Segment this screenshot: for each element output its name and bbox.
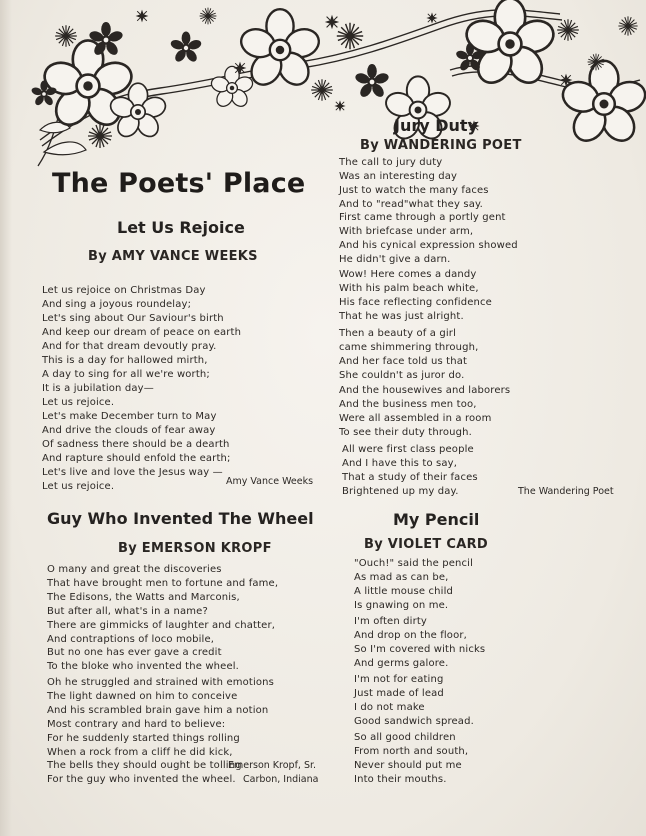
poem-title: My Pencil [393, 510, 480, 529]
poem-byline: By VIOLET CARD [364, 537, 489, 552]
poem-line: The Edisons, the Watts and Marconis, [47, 591, 240, 603]
poem-line: But no one has ever gave a credit [47, 647, 222, 659]
poem-line: She couldn't as juror do. [339, 369, 465, 381]
poem-line: All were first class people [342, 444, 474, 455]
poem-signature: Emerson Kropf, Sr. [228, 760, 317, 771]
poem-line: And keep our dream of peace on earth [42, 326, 242, 338]
poem-line: The light dawned on him to conceive [47, 690, 238, 702]
poem-stanza [354, 731, 468, 787]
poem-line: And his scrambled brain gave him a notion [47, 704, 269, 716]
poem-stanza [42, 410, 231, 493]
poem-stanza [42, 354, 210, 410]
poem-line: There are gimmicks of laughter and chatter, [47, 619, 276, 631]
poem-line: That he was just alright. [339, 310, 464, 322]
poem-byline: By WANDERING POET [360, 138, 522, 153]
poem-line: And drop on the floor, [354, 629, 467, 641]
poem-stanza [354, 673, 474, 729]
poem-line: To the bloke who invented the wheel. [47, 661, 240, 673]
poem-line: And for that dream devoutly pray. [42, 340, 217, 352]
poem-line: Let us rejoice. [42, 480, 115, 492]
poem-stanza [339, 211, 518, 267]
poem-line: Oh he struggled and strained with emotions [47, 677, 275, 688]
poem-line: It is a jubilation day— [42, 382, 154, 394]
poem-line: He didn't give a darn. [339, 253, 451, 265]
poem-line: came shimmering through, [339, 341, 479, 353]
poem-line: I'm often dirty [354, 616, 427, 627]
poem-line: So I'm covered with nicks [354, 643, 486, 655]
poem-signature: The Wandering Poet [518, 486, 614, 497]
poem-line: But after all, what's in a name? [47, 605, 208, 617]
poem-line: And drive the clouds of fear away [42, 424, 216, 436]
poem-line: Brightened up my day. [342, 485, 459, 497]
poem-line: Never should put me [354, 759, 462, 771]
poem-line: With his palm beach white, [339, 282, 479, 294]
poem-line: Let us rejoice on Christmas Day [42, 285, 206, 296]
poem-line: Were all assembled in a room [339, 412, 492, 424]
poem-line: For he suddenly started things rolling [47, 732, 240, 744]
poem-line: Was an interesting day [339, 170, 458, 182]
poem-line: And contraptions of loco mobile, [47, 633, 215, 645]
poem-line: And to "read"what they say. [339, 198, 483, 210]
poem-line: Of sadness there should be a dearth [42, 438, 230, 450]
poem-stanza [47, 563, 278, 674]
poem-line: I'm not for eating [354, 674, 444, 685]
poem-line: And sing a joyous roundelay; [42, 298, 192, 310]
poem-line: Let's sing about Our Saviour's birth [42, 312, 224, 324]
poem-line: First came through a portly gent [339, 212, 506, 223]
poem-line: To see their duty through. [339, 426, 472, 438]
poem-line: And her face told us that [339, 355, 468, 367]
poem-line: And germs galore. [354, 657, 449, 669]
poem-line: Let's live and love the Jesus way — [42, 466, 223, 478]
page-title: The Poets' Place [52, 168, 306, 199]
floral-header-decoration [0, 0, 646, 180]
poem-line: For the guy who invented the wheel. [47, 774, 236, 786]
poem-stanza [354, 557, 473, 613]
poem-line: I do not make [354, 701, 425, 713]
poem-line: That have brought men to fortune and fame, [47, 577, 279, 589]
poem-title: Let Us Rejoice [117, 218, 245, 237]
poem-line: Let's make December turn to May [42, 411, 217, 422]
poem-line: This is a day for hallowed mirth, [42, 355, 208, 366]
poem-line: As mad as can be, [354, 571, 449, 583]
poem-line: The bells they should ought be tolling [47, 760, 242, 772]
poem-line: Most contrary and hard to believe: [47, 718, 226, 730]
poem-signature-location: Carbon, Indiana [243, 774, 319, 785]
poem-line: Wow! Here comes a dandy [339, 269, 477, 280]
poem-line: From north and south, [354, 745, 469, 757]
poem-line: When a rock from a cliff he did kick, [47, 746, 233, 758]
poem-signature: Amy Vance Weeks [226, 476, 314, 487]
poem-line: O many and great the discoveries [47, 564, 222, 575]
poem-line: And rapture should enfold the earth; [42, 452, 231, 464]
poem-line: His face reflecting confidence [339, 296, 492, 308]
poem-byline: By EMERSON KROPF [118, 541, 272, 556]
poem-stanza [354, 615, 485, 671]
poem-line: The call to jury duty [339, 157, 443, 168]
poem-line: That a study of their faces [342, 471, 478, 483]
poem-line: A little mouse child [354, 585, 454, 597]
poem-line: And the housewives and laborers [339, 385, 511, 396]
poem-byline: By AMY VANCE WEEKS [88, 249, 258, 264]
poem-line: With briefcase under arm, [339, 225, 474, 237]
poem-line: "Ouch!" said the pencil [354, 558, 474, 569]
poem-stanza [339, 384, 510, 440]
poem-line: Then a beauty of a girl [339, 328, 456, 339]
poem-line: So all good children [354, 732, 456, 743]
poem-line: Let us rejoice. [42, 396, 115, 408]
poem-line: Just to watch the many faces [339, 184, 489, 196]
poem-stanza [339, 268, 492, 324]
poem-line: And I have this to say, [342, 457, 458, 469]
poem-line: Just made of lead [354, 687, 444, 699]
poem-title: Jury Duty [394, 116, 478, 135]
poem-line: A day to sing for all we're worth; [42, 368, 210, 380]
poem-stanza [339, 327, 478, 383]
poem-stanza [342, 443, 478, 499]
poem-line: Is gnawing on me. [354, 599, 449, 611]
poem-line: And his cynical expression showed [339, 239, 518, 251]
poem-line: And the business men too, [339, 398, 477, 410]
poem-stanza [339, 156, 489, 212]
poem-title: Guy Who Invented The Wheel [47, 509, 314, 528]
poem-line: Into their mouths. [354, 773, 447, 785]
poem-stanza [42, 284, 241, 354]
poem-line: Good sandwich spread. [354, 715, 474, 727]
